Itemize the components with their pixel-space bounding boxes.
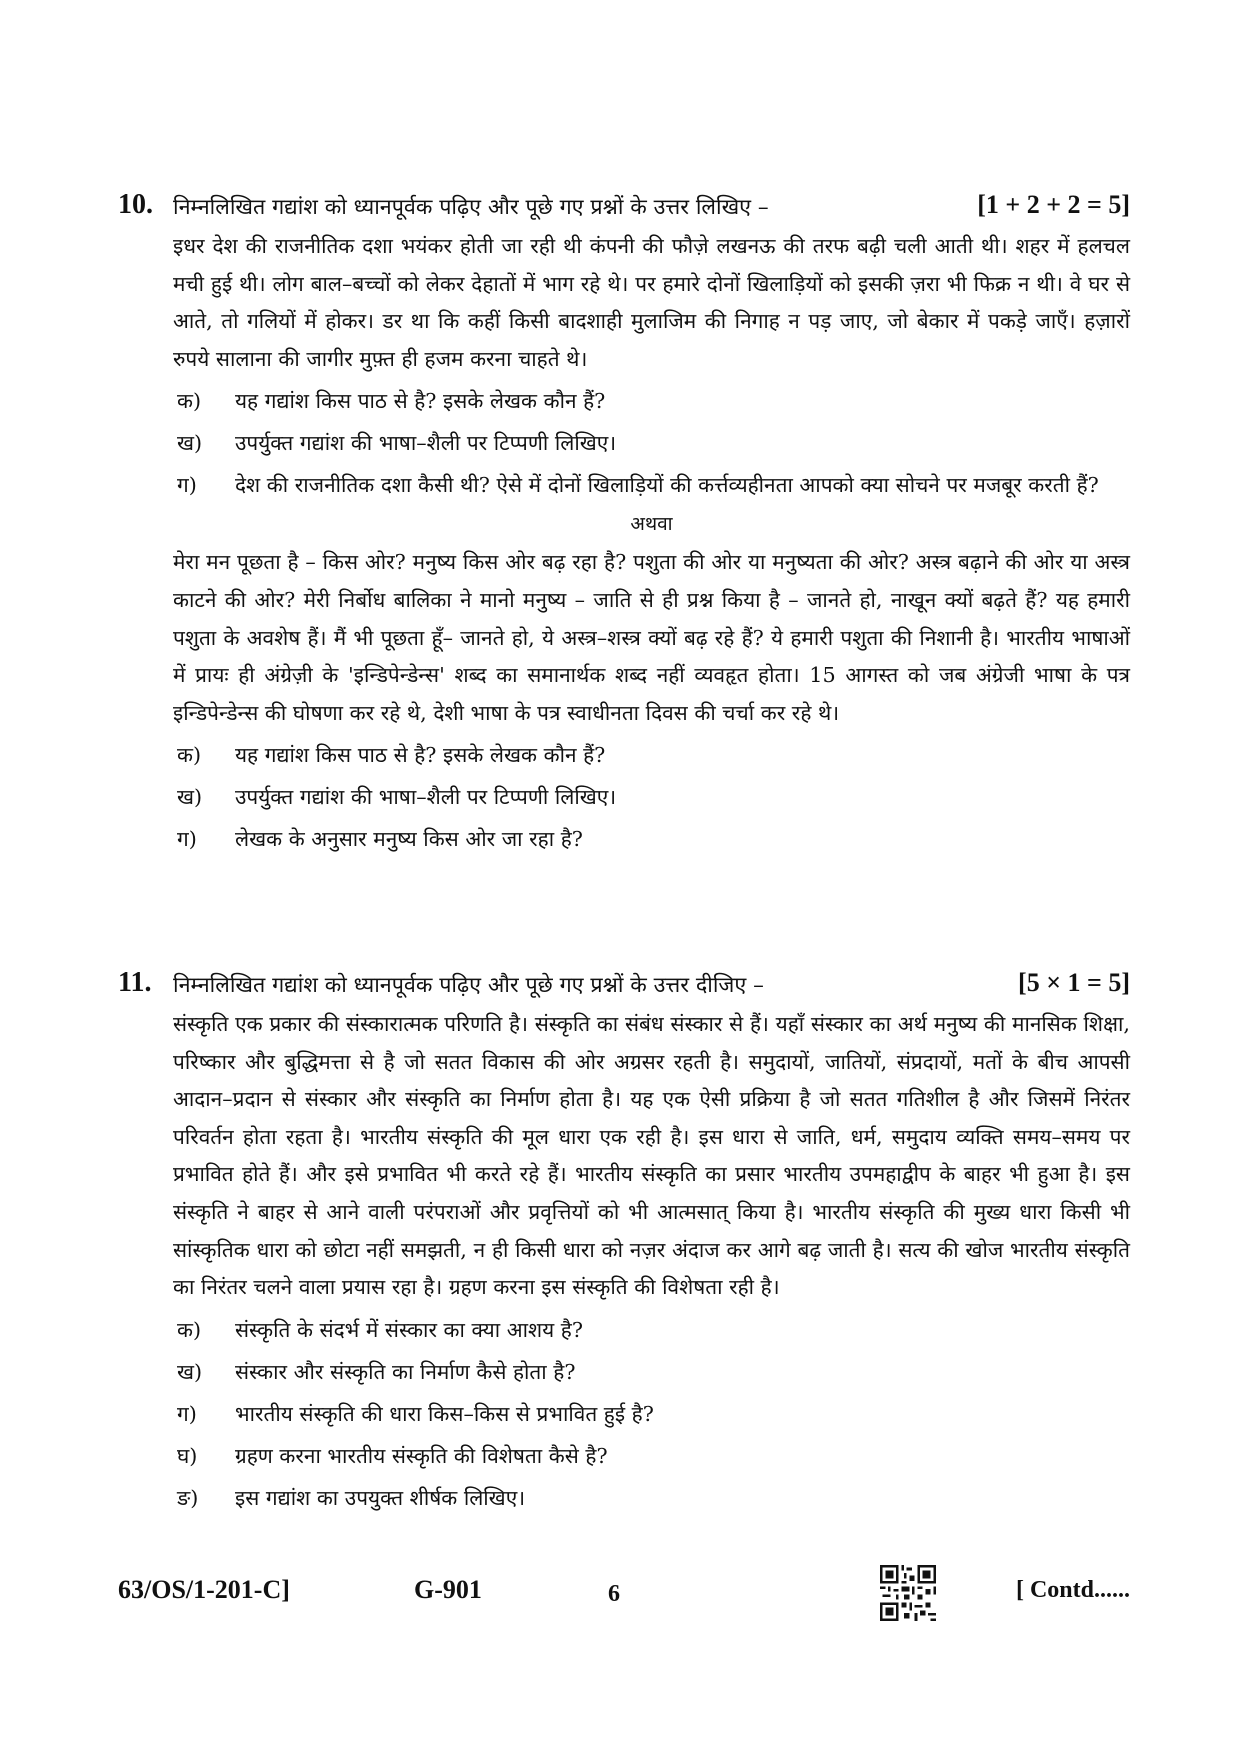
- subquestion-text: संस्कृति के संदर्भ में संस्कार का क्या आशय है?: [235, 1317, 583, 1342]
- subquestion-label: घ): [177, 1443, 198, 1468]
- subquestion-text: देश की राजनीतिक दशा कैसी थी? ऐसे में दोनों खिलाड़ियों की कर्त्तव्यहीनता आपको क्या सोचने पर मजबूर करती हैं?: [235, 473, 1099, 498]
- subquestion: [173, 737, 1130, 774]
- question-11-header: [118, 968, 1130, 1004]
- question-marks: [1 + 2 + 2 = 5]: [977, 190, 1130, 219]
- question-instruction: निम्नलिखित गद्यांश को ध्यानपूर्वक पढ़िए और पूछे गए प्रश्नों के उत्तर दीजिए –: [173, 973, 764, 998]
- paper-code: 63/OS/1-201-C]: [118, 1575, 290, 1604]
- subquestion-text: उपर्युक्त गद्यांश की भाषा–शैली पर टिप्पणी लिखिए।: [235, 785, 617, 810]
- qr-code-icon: [880, 1565, 936, 1621]
- question-11: [118, 968, 1130, 1517]
- passage: संस्कृति एक प्रकार की संस्कारात्मक परिणति है। संस्कृति का संबंध संस्कार से हैं। यहाँ संस्कार का अर्थ मनुष्य की मानसिक शिक्षा, परिष्कार और बुद्धिमत्ता से है जो सतत विकास की ओर अग्रसर रहती है। समुदायों, जातियों, संप्रदायों, मतों के बीच आपसी आदान–प्रदान से संस्कार और संस्कृति का निर्माण होता है। यह एक ऐसी प्रक्रिया है जो सतत गतिशील है और जिसमें निरंतर परिवर्तन होता रहता है। भारतीय संस्कृति की मूल धारा एक रही है। इस धारा से जाति, धर्म, समुदाय व्यक्ति समय–समय पर प्रभावित होते हैं। और इसे प्रभावित भी करते रहे हैं। भारतीय संस्कृति का प्रसार भारतीय उपमहाद्वीप के बाहर भी हुआ है। इस संस्कृति ने बाहर से आने वाली परंपराओं और प्रवृत्तियों को भी आत्मसात् किया है। भारतीय संस्कृति की मुख्य धारा किसी भी सांस्कृतिक धारा को छोटा नहीं समझती, न ही किसी धारा को नज़र अंदाज कर आगे बढ़ जाती है। सत्य की खोज भारतीय संस्कृति का निरंतर चलने वाला प्रयास रहा है। ग्रहण करना इस संस्कृति की विशेषता रही है।: [173, 1012, 1130, 1300]
- series-code: G-901: [414, 1575, 482, 1604]
- subquestion-label: क): [177, 1317, 202, 1342]
- subquestion: [173, 467, 1130, 504]
- subquestion-label: ख): [177, 1359, 203, 1384]
- subquestion-label: ङ): [177, 1485, 199, 1510]
- subquestion-text: यह गद्यांश किस पाठ से है? इसके लेखक कौन हैं?: [235, 389, 606, 414]
- subquestion: [173, 425, 1130, 462]
- subquestion-text: लेखक के अनुसार मनुष्य किस ओर जा रहा है?: [235, 827, 583, 852]
- question-10: [118, 190, 1130, 858]
- subquestion-text: संस्कार और संस्कृति का निर्माण कैसे होता है?: [235, 1359, 576, 1384]
- subquestion-label: ख): [177, 431, 203, 456]
- continued-label: [ Contd......: [1015, 1577, 1130, 1603]
- subquestion: [173, 1312, 1130, 1349]
- subquestion-label: क): [177, 743, 202, 768]
- question-instruction: निम्नलिखित गद्यांश को ध्यानपूर्वक पढ़िए और पूछे गए प्रश्नों के उत्तर लिखिए –: [173, 195, 769, 220]
- subquestion: [173, 1480, 1130, 1517]
- subquestion-text: भारतीय संस्कृति की धारा किस–किस से प्रभावित हुई है?: [235, 1401, 654, 1426]
- subquestion-text: यह गद्यांश किस पाठ से है? इसके लेखक कौन हैं?: [235, 743, 606, 768]
- question-number: 11.: [118, 967, 152, 998]
- page-footer: [118, 1565, 1130, 1625]
- subquestion-text: उपर्युक्त गद्यांश की भाषा–शैली पर टिप्पणी लिखिए।: [235, 431, 617, 456]
- subquestion-label: ग): [177, 827, 197, 852]
- question-number: 10.: [118, 189, 153, 220]
- subquestion: [173, 1438, 1130, 1475]
- question-10-header: [118, 190, 1130, 226]
- subquestion-text: ग्रहण करना भारतीय संस्कृति की विशेषता कैसे है?: [235, 1443, 608, 1468]
- subquestion: [173, 779, 1130, 816]
- subquestion-label: ख): [177, 785, 203, 810]
- subquestion: [173, 1396, 1130, 1433]
- subquestion-label: क): [177, 389, 202, 414]
- passage: इधर देश की राजनीतिक दशा भयंकर होती जा रही थी कंपनी की फौज़े लखनऊ की तरफ बढ़ी चली आती थी। शहर में हलचल मची हुई थी। लोग बाल–बच्चों को लेकर देहातों में भाग रहे थे। पर हमारे दोनों खिलाड़ियों को इसकी ज़रा भी फिक्र न थी। वे घर से आते, तो गलियों में होकर। डर था कि कहीं किसी बादशाही मुलाजिम की निगाह न पड़ जाए, जो बेकार में पकड़े जाएँ। हज़ारों रुपये सालाना की जागीर मुफ़्त ही हजम करना चाहते थे।: [173, 234, 1130, 371]
- or-separator: अथवा: [630, 513, 673, 536]
- alternate-passage: मेरा मन पूछता है – किस ओर? मनुष्य किस ओर बढ़ रहा है? पशुता की ओर या मनुष्यता की ओर? अस्त्र बढ़ाने की ओर या अस्त्र काटने की ओर? मेरी निर्बोध बालिका ने मानो मनुष्य – जाति से ही प्रश्न किया है – जानते हो, नाखून क्यों बढ़ते हैं? यह हमारी पशुता के अवशेष हैं। मैं भी पूछता हूँ– जानते हो, ये अस्त्र–शस्त्र क्यों बढ़ रहे हैं? ये हमारी पशुता की निशानी है। भारतीय भाषाओं में प्रायः ही अंग्रेज़ी के 'इन्डिपेन्डेन्स' शब्द का समानार्थक शब्द नहीं व्यवहृत होता। 15 आगस्त को जब अंग्रेजी भाषा के पत्र इन्डिपेन्डेन्स की घोषणा कर रहे थे, देशी भाषा के पत्र स्वाधीनता दिवस की चर्चा कर रहे थे।: [173, 550, 1130, 725]
- subquestion: [173, 1354, 1130, 1391]
- subquestion: [173, 383, 1130, 420]
- question-marks: [5 × 1 = 5]: [1018, 968, 1130, 997]
- subquestion-label: ग): [177, 1401, 197, 1426]
- subquestion: [173, 821, 1130, 858]
- subquestion-text: इस गद्यांश का उपयुक्त शीर्षक लिखिए।: [235, 1485, 526, 1510]
- subquestion-label: ग): [177, 473, 197, 498]
- page-number: 6: [608, 1581, 620, 1607]
